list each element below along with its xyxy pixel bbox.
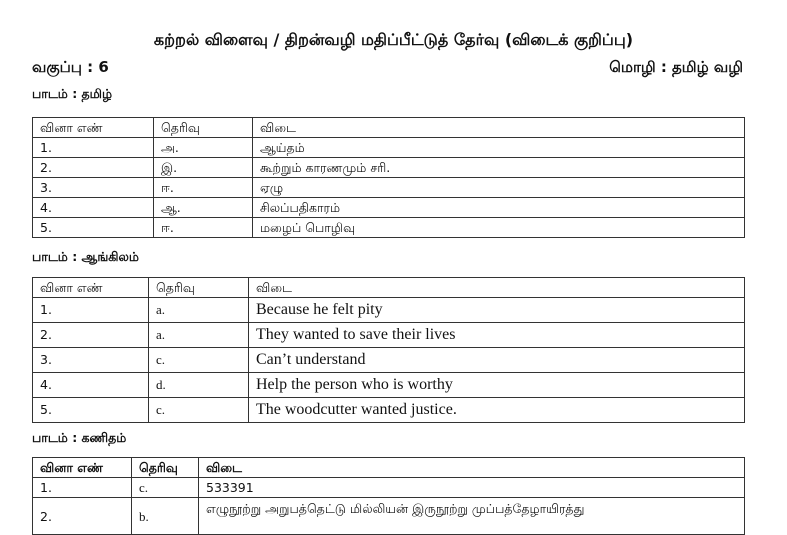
- table-header-row: [33, 278, 745, 298]
- header-answer: விடை: [199, 458, 745, 478]
- question-number: 5.: [33, 398, 149, 423]
- option-cell: ஆ.: [154, 198, 253, 218]
- question-number: 2.: [33, 323, 149, 348]
- answer-cell: எழுநூற்று அறுபத்தெட்டு மில்லியன் இருநூற்று முப்பத்தேழாயிரத்து: [199, 498, 745, 535]
- answer-table-tamil: [32, 117, 745, 238]
- question-number: 3.: [33, 178, 154, 198]
- option-cell: d.: [149, 373, 249, 398]
- answer-cell: They wanted to save their lives: [249, 323, 745, 348]
- table-row: [33, 498, 745, 535]
- table-header-row: [33, 118, 745, 138]
- table-row: [33, 158, 745, 178]
- header-option: தெரிவு: [154, 118, 253, 138]
- header-question-number: வினா எண்: [33, 118, 154, 138]
- answer-cell: கூற்றும் காரணமும் சரி.: [253, 158, 745, 178]
- answer-cell: சிலப்பதிகாரம்: [253, 198, 745, 218]
- question-number: 4.: [33, 373, 149, 398]
- answer-cell: ஏழு: [253, 178, 745, 198]
- table-row: [33, 138, 745, 158]
- answer-cell: The woodcutter wanted justice.: [249, 398, 745, 423]
- question-number: 1.: [33, 478, 132, 498]
- medium-label: மொழி : தமிழ் வழி: [609, 58, 743, 76]
- table-row: [33, 198, 745, 218]
- header-answer: விடை: [249, 278, 745, 298]
- subject-heading-maths: பாடம் : கணிதம்: [32, 430, 127, 445]
- question-number: 1.: [33, 138, 154, 158]
- header-answer: விடை: [253, 118, 745, 138]
- answer-cell: மழைப் பொழிவு: [253, 218, 745, 238]
- table-header-row: [33, 458, 745, 478]
- option-cell: a.: [149, 298, 249, 323]
- option-cell: a.: [149, 323, 249, 348]
- option-cell: இ.: [154, 158, 253, 178]
- table-row: [33, 373, 745, 398]
- question-number: 2.: [33, 158, 154, 178]
- table-row: [33, 398, 745, 423]
- option-cell: அ.: [154, 138, 253, 158]
- answer-cell: 533391: [199, 478, 745, 498]
- header-question-number: வினா எண்: [33, 458, 132, 478]
- question-number: 3.: [33, 348, 149, 373]
- subject-heading-tamil: பாடம் : தமிழ்: [32, 86, 113, 101]
- option-cell: c.: [149, 398, 249, 423]
- class-label: வகுப்பு : 6: [32, 58, 109, 76]
- question-number: 1.: [33, 298, 149, 323]
- answer-cell: Because he felt pity: [249, 298, 745, 323]
- answer-cell: Help the person who is worthy: [249, 373, 745, 398]
- option-cell: c.: [149, 348, 249, 373]
- subject-heading-english: பாடம் : ஆங்கிலம்: [32, 249, 139, 264]
- answer-table-english: [32, 277, 745, 423]
- option-cell: ஈ.: [154, 218, 253, 238]
- answer-cell: ஆய்தம்: [253, 138, 745, 158]
- option-cell: b.: [132, 498, 199, 535]
- table-row: [33, 218, 745, 238]
- header-option: தெரிவு: [149, 278, 249, 298]
- table-row: [33, 478, 745, 498]
- header-option: தெரிவு: [132, 458, 199, 478]
- question-number: 2.: [33, 498, 132, 535]
- option-cell: c.: [132, 478, 199, 498]
- document-title: கற்றல் விளைவு / திறன்வழி மதிப்பீட்டுத் தேர்வு (விடைக் குறிப்பு): [153, 30, 634, 49]
- answer-table-maths: [32, 457, 745, 535]
- option-cell: ஈ.: [154, 178, 253, 198]
- table-row: [33, 323, 745, 348]
- table-row: [33, 348, 745, 373]
- table-row: [33, 298, 745, 323]
- question-number: 5.: [33, 218, 154, 238]
- question-number: 4.: [33, 198, 154, 218]
- answer-cell: Can’t understand: [249, 348, 745, 373]
- table-row: [33, 178, 745, 198]
- header-question-number: வினா எண்: [33, 278, 149, 298]
